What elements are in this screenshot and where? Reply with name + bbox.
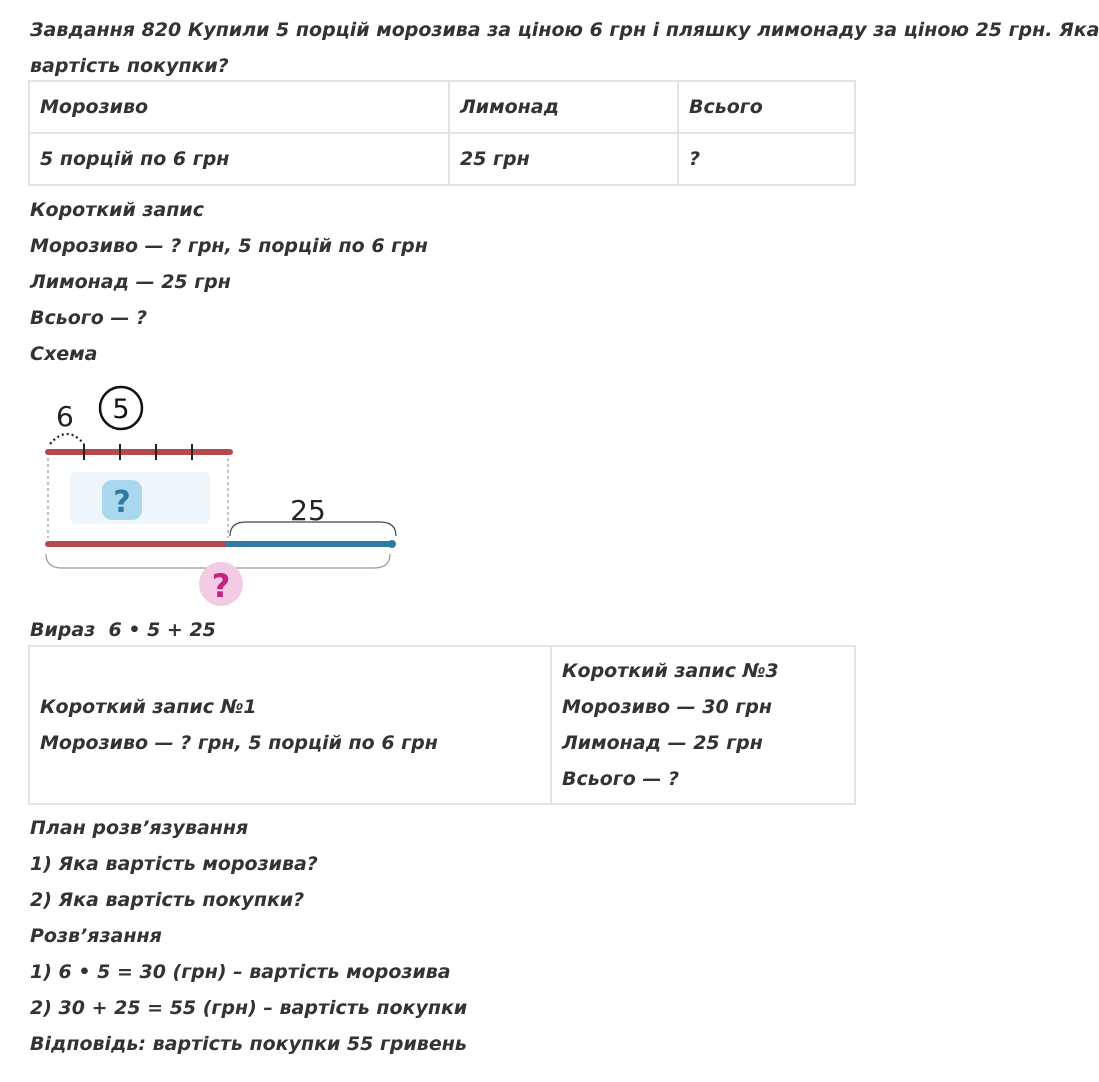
task-table: [28, 80, 856, 186]
count-label: 5: [112, 394, 130, 425]
table-row: [29, 133, 855, 185]
question-mark-pink: ?: [211, 567, 231, 605]
note-title: Короткий запис №3: [562, 660, 779, 682]
short-note-line: Лимонад — 25 грн: [30, 271, 231, 293]
lemonade-label: 25: [290, 494, 326, 527]
plan-step: 2) Яка вартість покупки?: [30, 889, 305, 911]
table-header-cell: Лимонад: [449, 81, 678, 133]
table-cell: 25 грн: [449, 133, 678, 185]
short-note-line: Морозиво — ? грн, 5 порцій по 6 грн: [30, 235, 428, 257]
scheme-diagram: [40, 388, 420, 608]
table-cell: ?: [678, 133, 855, 185]
table-header-row: [29, 81, 855, 133]
note-line: Лимонад — 25 грн: [562, 732, 763, 754]
expression-value: 6 • 5 + 25: [108, 619, 216, 641]
note-line: Морозиво — ? грн, 5 порцій по 6 грн: [40, 732, 438, 754]
short-note-line: Всього — ?: [30, 307, 148, 329]
solution-step: 2) 30 + 25 = 55 (грн) – вартість покупки: [30, 997, 468, 1019]
expression: [30, 618, 216, 642]
notes-table: [28, 645, 856, 805]
plan-step: 1) Яка вартість морозива?: [30, 853, 318, 875]
note-title: Короткий запис №1: [40, 696, 257, 718]
solution-step: 1) 6 • 5 = 30 (грн) – вартість морозива: [30, 961, 451, 983]
notes-cell-right: [551, 646, 855, 804]
table-cell: 5 порцій по 6 грн: [29, 133, 449, 185]
question-mark-blue: ?: [113, 485, 131, 520]
table-header-cell: Морозиво: [29, 81, 449, 133]
task-line-1: Завдання 820 Купили 5 порцій морозива за ціною 6 грн і пляшку лимонаду за ціною 25 грн. Яка: [30, 19, 1099, 41]
note-line: Морозиво — 30 грн: [562, 696, 772, 718]
plan-title: План розв’язування: [30, 817, 249, 839]
unit-label: 6: [56, 400, 74, 433]
note-line: Всього — ?: [562, 768, 680, 790]
task-line-2: вартість покупки?: [30, 55, 229, 77]
expression-label: Вираз: [30, 619, 96, 641]
solution-title: Розв’язання: [30, 925, 162, 947]
scheme-title: Схема: [30, 343, 98, 365]
table-row: [29, 646, 855, 804]
short-note-title: Короткий запис: [30, 199, 204, 221]
answer: Відповідь: вартість покупки 55 гривень: [30, 1033, 467, 1055]
unit-arc: [50, 434, 84, 444]
segment-end: [388, 540, 396, 548]
table-header-cell: Всього: [678, 81, 855, 133]
notes-cell-left: [29, 646, 551, 804]
